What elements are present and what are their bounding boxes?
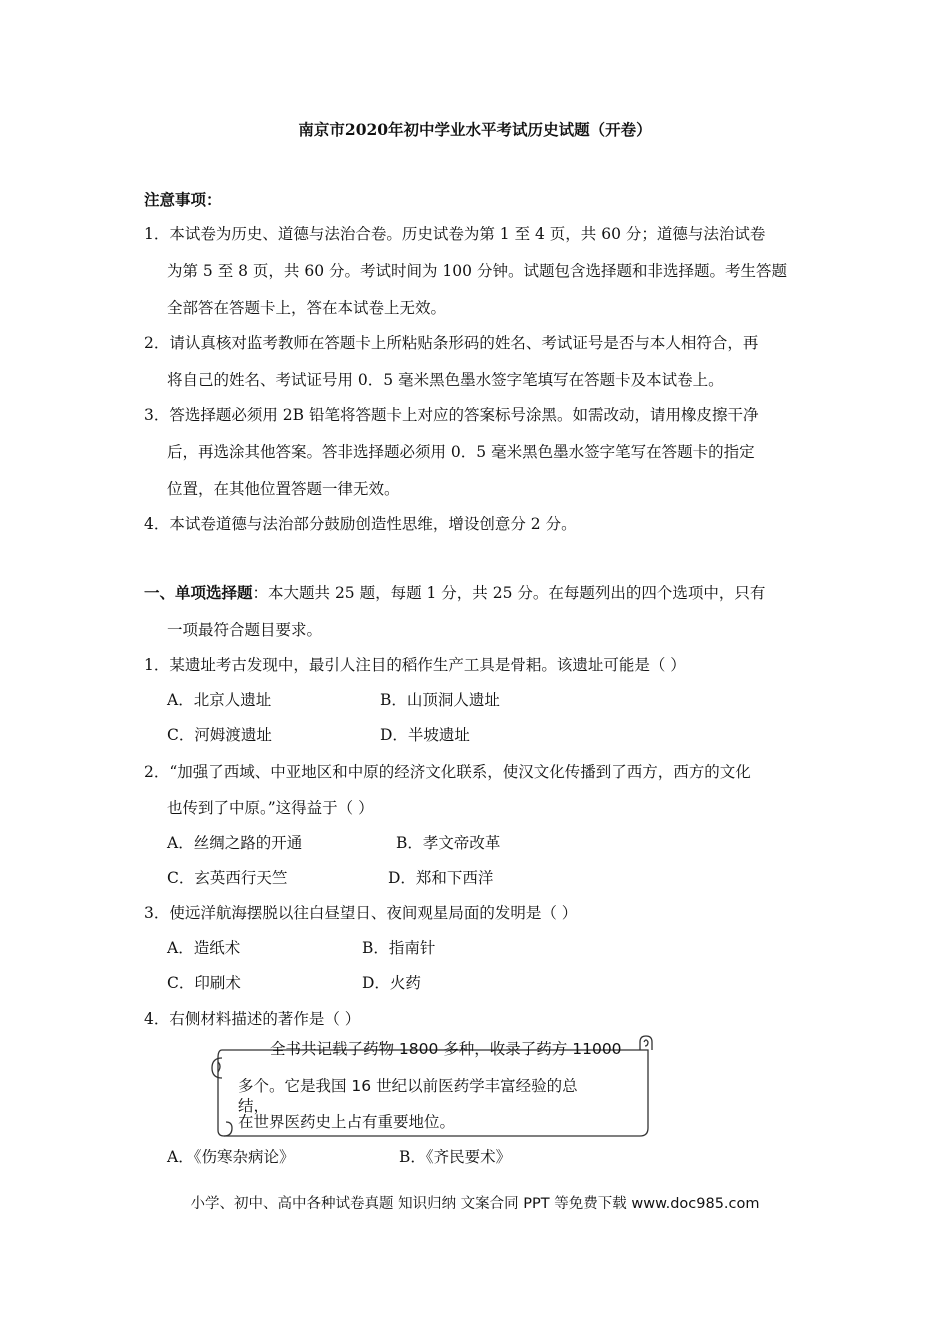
material-line-3: 结，: [238, 1097, 270, 1115]
question-2-option-b: B．孝文帝改革: [396, 834, 501, 852]
section-1-heading: 一、单项选择题: [144, 583, 253, 602]
question-3-option-d: D．火药: [362, 974, 421, 992]
notice-item-4-line-1: 4．本试卷道德与法治部分鼓励创造性思维，增设创意分 2 分。: [144, 515, 577, 533]
question-1-option-b: B．山顶洞人遗址: [380, 691, 500, 709]
question-4-option-a: A．《伤寒杂病论》: [167, 1148, 295, 1166]
notice-item-3-line-3: 位置，在其他位置答题一律无效。: [167, 480, 400, 498]
notice-item-1-line-2: 为第 5 至 8 页，共 60 分。考试时间为 100 分钟。试题包含选择题和非选择题。考生答题: [167, 262, 787, 280]
question-1-option-d: D．半坡遗址: [380, 726, 470, 744]
notice-item-2-line-1: 2．请认真核对监考教师在答题卡上所粘贴条形码的姓名、考试证号是否与本人相符合，再: [144, 334, 759, 352]
page-title: 南京市2020年初中学业水平考试历史试题（开卷）: [298, 120, 652, 139]
page-footer: 小学、初中、高中各种试卷真题 知识归纳 文案合同 PPT 等免费下载 www.doc985.com: [190, 1196, 760, 1212]
question-3-option-b: B．指南针: [362, 939, 436, 957]
section-1-intro-text: ：本大题共 25 题，每题 1 分，共 25 分。在每题列出的四个选项中，只有: [252, 584, 766, 602]
question-2-option-c: C．玄英西行天竺: [167, 869, 288, 887]
material-line-2: 多个。它是我国 16 世纪以前医药学丰富经验的总: [238, 1077, 578, 1095]
question-1-option-c: C．河姆渡遗址: [167, 726, 272, 744]
question-1-option-a: A．北京人遗址: [167, 691, 272, 709]
notice-item-1-line-3: 全部答在答题卡上，答在本试卷上无效。: [167, 299, 447, 317]
question-3-stem: 3．使远洋航海摆脱以往白昼望日、夜间观星局面的发明是（ ）: [144, 904, 578, 922]
notice-item-3-line-2: 后，再选涂其他答案。答非选择题必须用 0．5 毫米黑色墨水签字笔写在答题卡的指定: [167, 443, 755, 461]
notice-heading: 注意事项：: [144, 190, 222, 209]
question-3-option-a: A．造纸术: [167, 939, 241, 957]
question-2-option-d: D．郑和下西洋: [388, 869, 494, 887]
question-3-option-c: C．印刷术: [167, 974, 241, 992]
notice-item-3-line-1: 3．答选择题必须用 2B 铅笔将答题卡上对应的答案标号涂黑。如需改动，请用橡皮擦干净: [144, 406, 759, 424]
question-1-stem: 1．某遗址考古发现中，最引人注目的稻作生产工具是骨耜。该遗址可能是（ ）: [144, 656, 686, 674]
material-scroll: [208, 1032, 660, 1142]
section-1-intro-line-2: 一项最符合题目要求。: [167, 621, 323, 639]
question-2-stem-line-2: 也传到了中原。”这得益于（ ）: [167, 799, 374, 817]
notice-item-2-line-2: 将自己的姓名、考试证号用 0．5 毫米黑色墨水签字笔填写在答题卡及本试卷上。: [167, 371, 724, 389]
material-line-4: 在世界医药史上占有重要地位。: [238, 1113, 456, 1131]
question-4-option-b: B．《齐民要术》: [399, 1148, 512, 1166]
question-4-stem: 4．右侧材料描述的著作是（ ）: [144, 1010, 361, 1028]
question-2-stem-line-1: 2．“加强了西域、中亚地区和中原的经济文化联系，使汉文化传播到了西方，西方的文化: [144, 763, 751, 781]
notice-item-1-line-1: 1．本试卷为历史、道德与法治合卷。历史试卷为第 1 至 4 页，共 60 分；道德与法治试卷: [144, 225, 766, 243]
question-2-option-a: A．丝绸之路的开通: [167, 834, 303, 852]
section-1-intro: [144, 583, 765, 603]
material-line-1: 全书共记载了药物 1800 多种，收录了药方 11000: [270, 1040, 622, 1058]
